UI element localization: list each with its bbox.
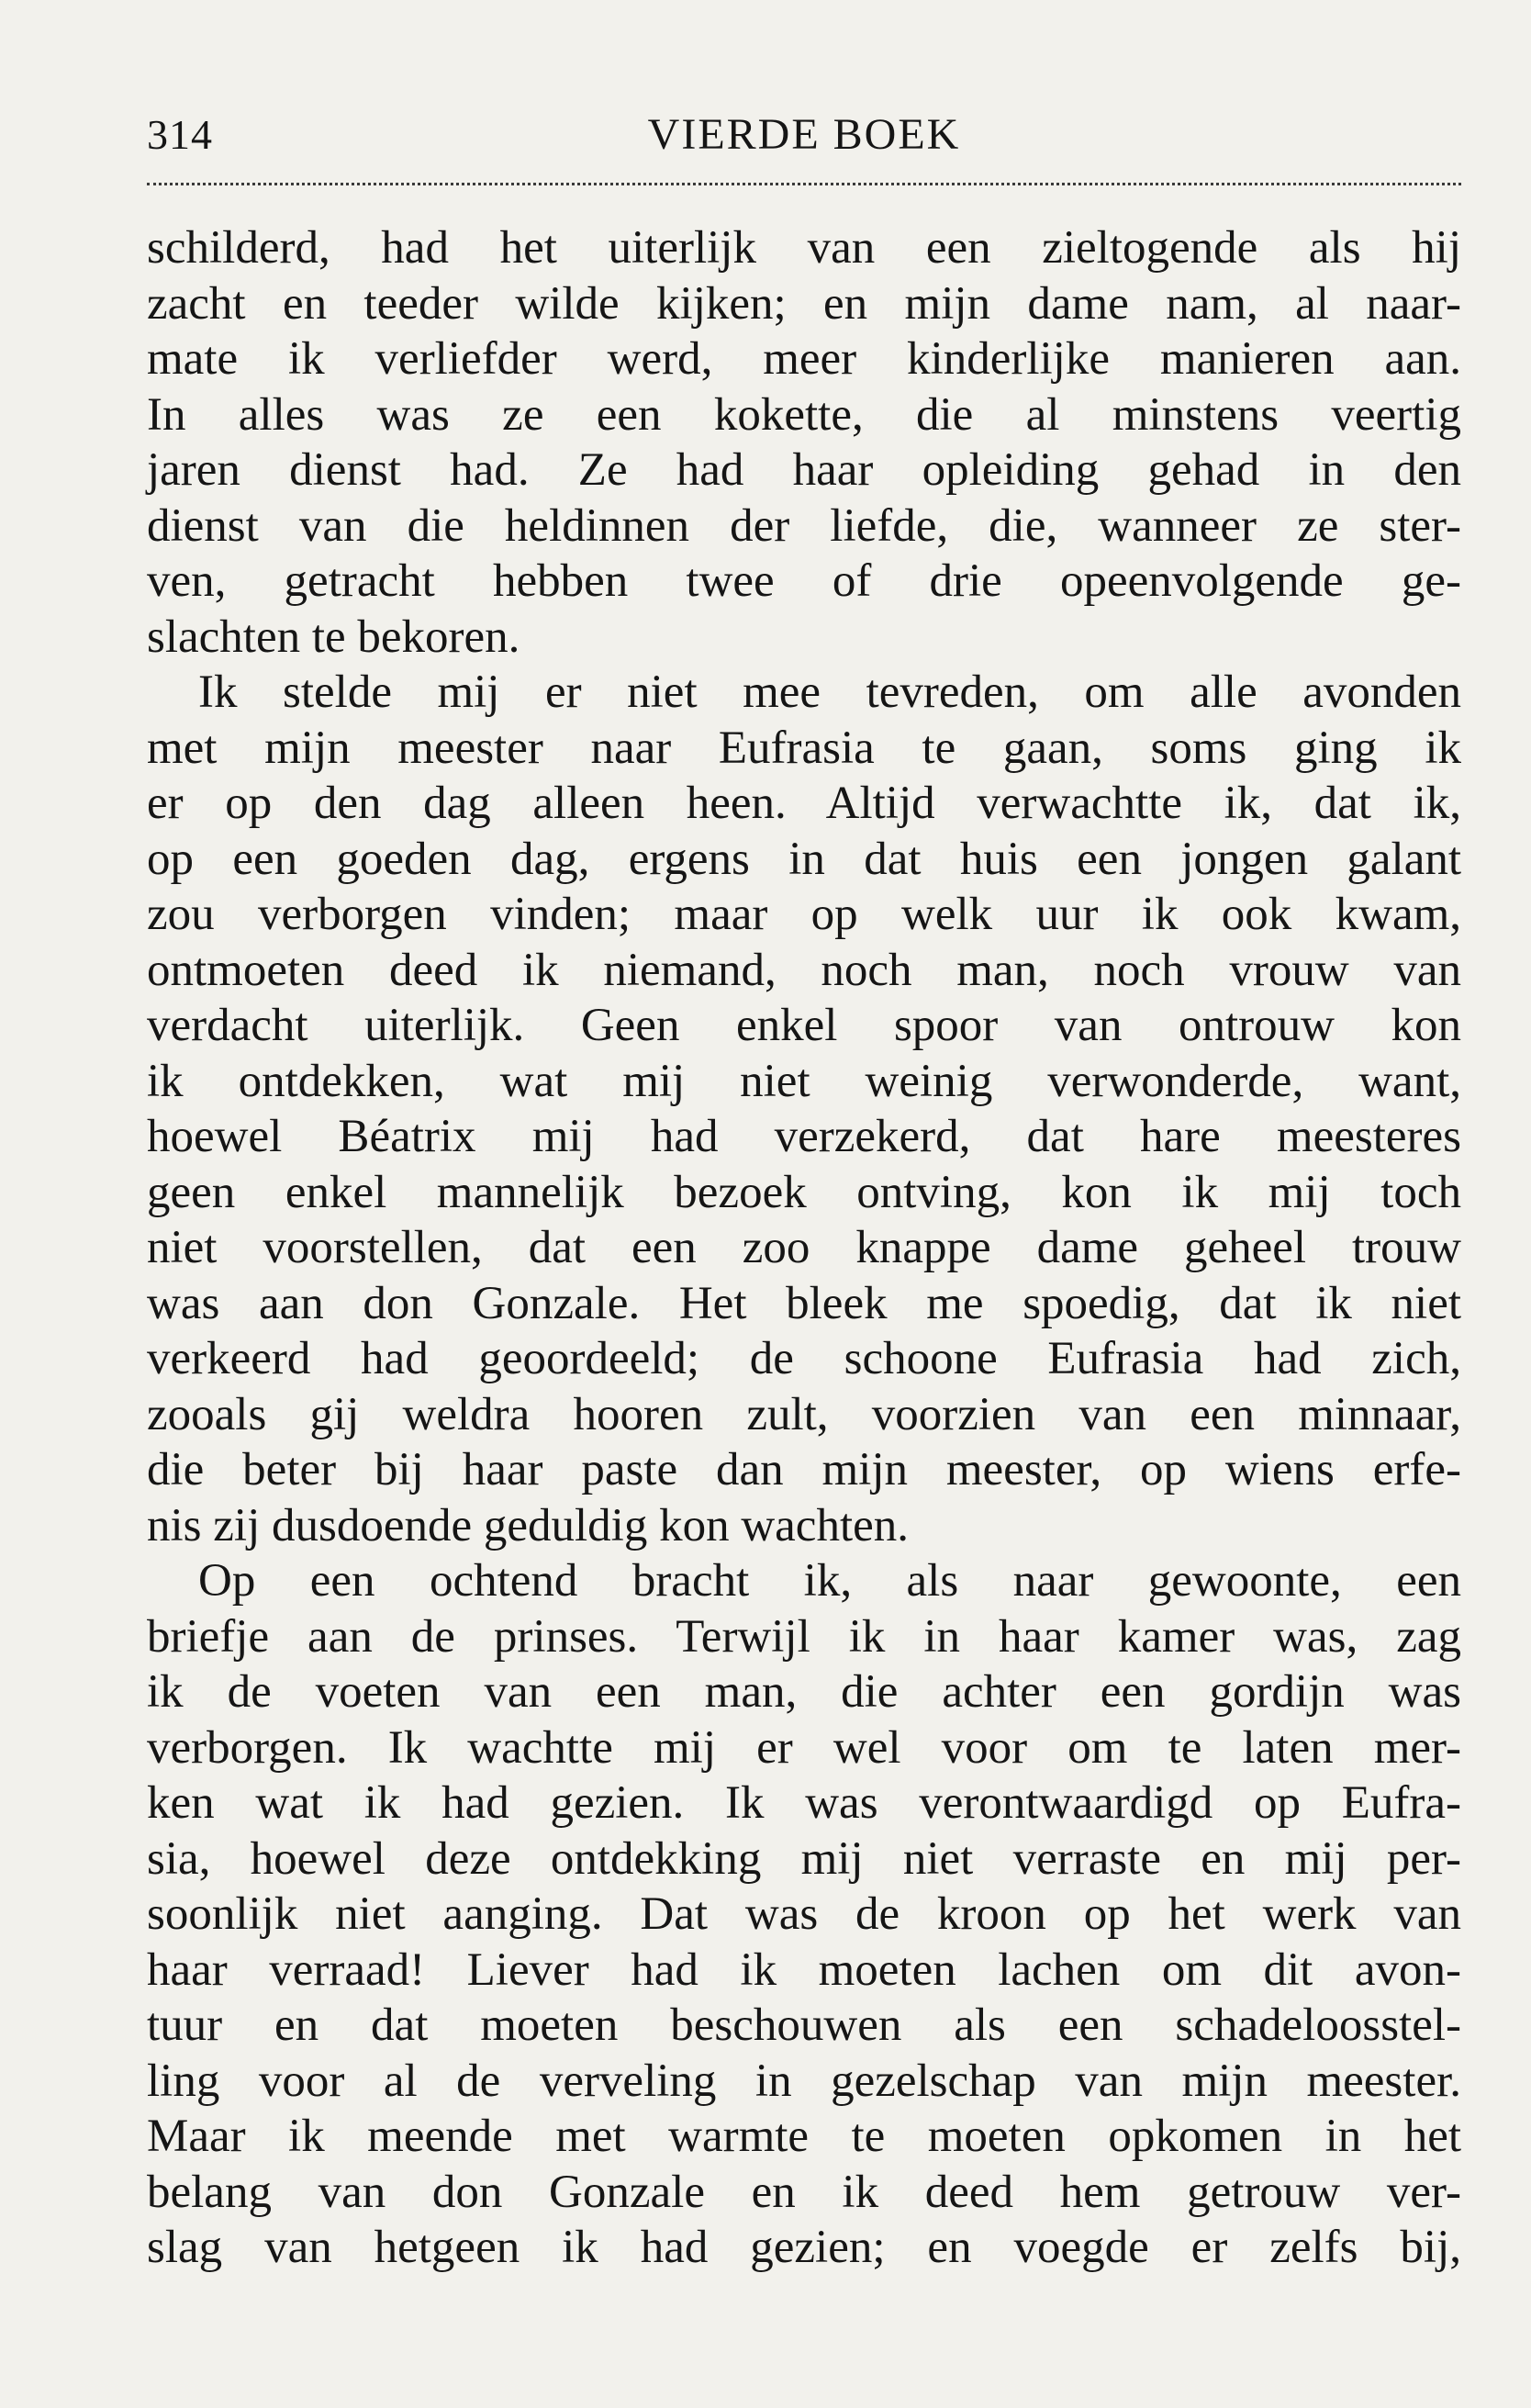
text-line: was aan don Gonzale. Het bleek me spoedig, dat ik niet [147, 1277, 1461, 1329]
text-line: ken wat ik had gezien. Ik was verontwaardigd op Eufra- [147, 1777, 1461, 1829]
text-line: soonlijk niet aanging. Dat was de kroon op het werk van [147, 1888, 1461, 1940]
page-header [147, 103, 1461, 167]
paragraph-3 [147, 1553, 1461, 2276]
text-line: ven, getracht hebben twee of drie opeenvolgende ge- [147, 555, 1461, 607]
header-divider [147, 183, 1461, 185]
text-line: dienst van die heldinnen der liefde, die, wanneer ze ster- [147, 499, 1461, 552]
running-title: VIERDE BOEK [647, 110, 961, 159]
text-line: die beter bij haar paste dan mijn meester, op wiens erfe- [147, 1444, 1461, 1495]
text-line: geen enkel mannelijk bezoek ontving, kon ik mij toch [147, 1166, 1461, 1218]
text-line: ontmoeten deed ik niemand, noch man, noch vrouw van [147, 944, 1461, 996]
text-line: nis zij dusdoende geduldig kon wachten. [147, 1499, 909, 1551]
text-line: verborgen. Ik wachtte mij er wel voor om te laten mer- [147, 1721, 1461, 1774]
text-line: op een goeden dag, ergens in dat huis een jongen galant [147, 833, 1461, 885]
text-line: tuur en dat moeten beschouwen als een schadeloosstel- [147, 1999, 1461, 2051]
text-line: In alles was ze een kokette, die al minstens veertig [147, 388, 1461, 441]
text-line: jaren dienst had. Ze had haar opleiding gehad in den [147, 444, 1461, 496]
text-line: briefje aan de prinses. Terwijl ik in haar kamer was, zag [147, 1610, 1461, 1663]
text-line: schilderd, had het uiterlijk van een zieltogende als hij [147, 222, 1461, 274]
text-line: hoewel Béatrix mij had verzekerd, dat hare meesteres [147, 1111, 1461, 1162]
text-line: zacht en teeder wilde kijken; en mijn dame nam, al naar- [147, 277, 1461, 330]
text-line: sia, hoewel deze ontdekking mij niet verraste en mij per- [147, 1832, 1461, 1885]
text-line: haar verraad! Liever had ik moeten lachen om dit avon- [147, 1943, 1461, 1996]
text-line: niet voorstellen, dat een zoo knappe dame geheel trouw [147, 1222, 1461, 1273]
body-text [147, 220, 1461, 2276]
text-line: ik de voeten van een man, die achter een gordijn was [147, 1666, 1461, 1718]
text-line: ik ontdekken, wat mij niet weinig verwonderde, want, [147, 1055, 1461, 1107]
text-line: mate ik verliefder werd, meer kinderlijke manieren aan. [147, 333, 1461, 385]
text-line: zou verborgen vinden; maar op welk uur ik ook kwam, [147, 889, 1461, 940]
text-line: Maar ik meende met warmte te moeten opkomen in het [147, 2111, 1461, 2162]
text-line: ling voor al de verveling in gezelschap van mijn meester. [147, 2055, 1461, 2107]
text-line: er op den dag alleen heen. Altijd verwachtte ik, dat ik, [147, 778, 1461, 829]
text-line: slag van hetgeen ik had gezien; en voegde er zelfs bij, [147, 2222, 1461, 2273]
text-line: belang van don Gonzale en ik deed hem getrouw ver- [147, 2166, 1461, 2218]
text-line: met mijn meester naar Eufrasia te gaan, soms ging ik [147, 722, 1461, 774]
page-number: 314 [147, 111, 213, 158]
text-line: slachten te bekoren. [147, 610, 520, 663]
paragraph-2 [147, 665, 1461, 1553]
text-line: verdacht uiterlijk. Geen enkel spoor van ontrouw kon [147, 1000, 1461, 1051]
text-line: verkeerd had geoordeeld; de schoone Eufrasia had zich, [147, 1333, 1461, 1384]
text-line: zooals gij weldra hooren zult, voorzien van een minnaar, [147, 1388, 1461, 1440]
text-line: Ik stelde mij er niet mee tevreden, om alle avonden [198, 666, 1461, 718]
paragraph-1 [147, 220, 1461, 665]
text-line: Op een ochtend bracht ik, als naar gewoonte, een [198, 1555, 1461, 1607]
